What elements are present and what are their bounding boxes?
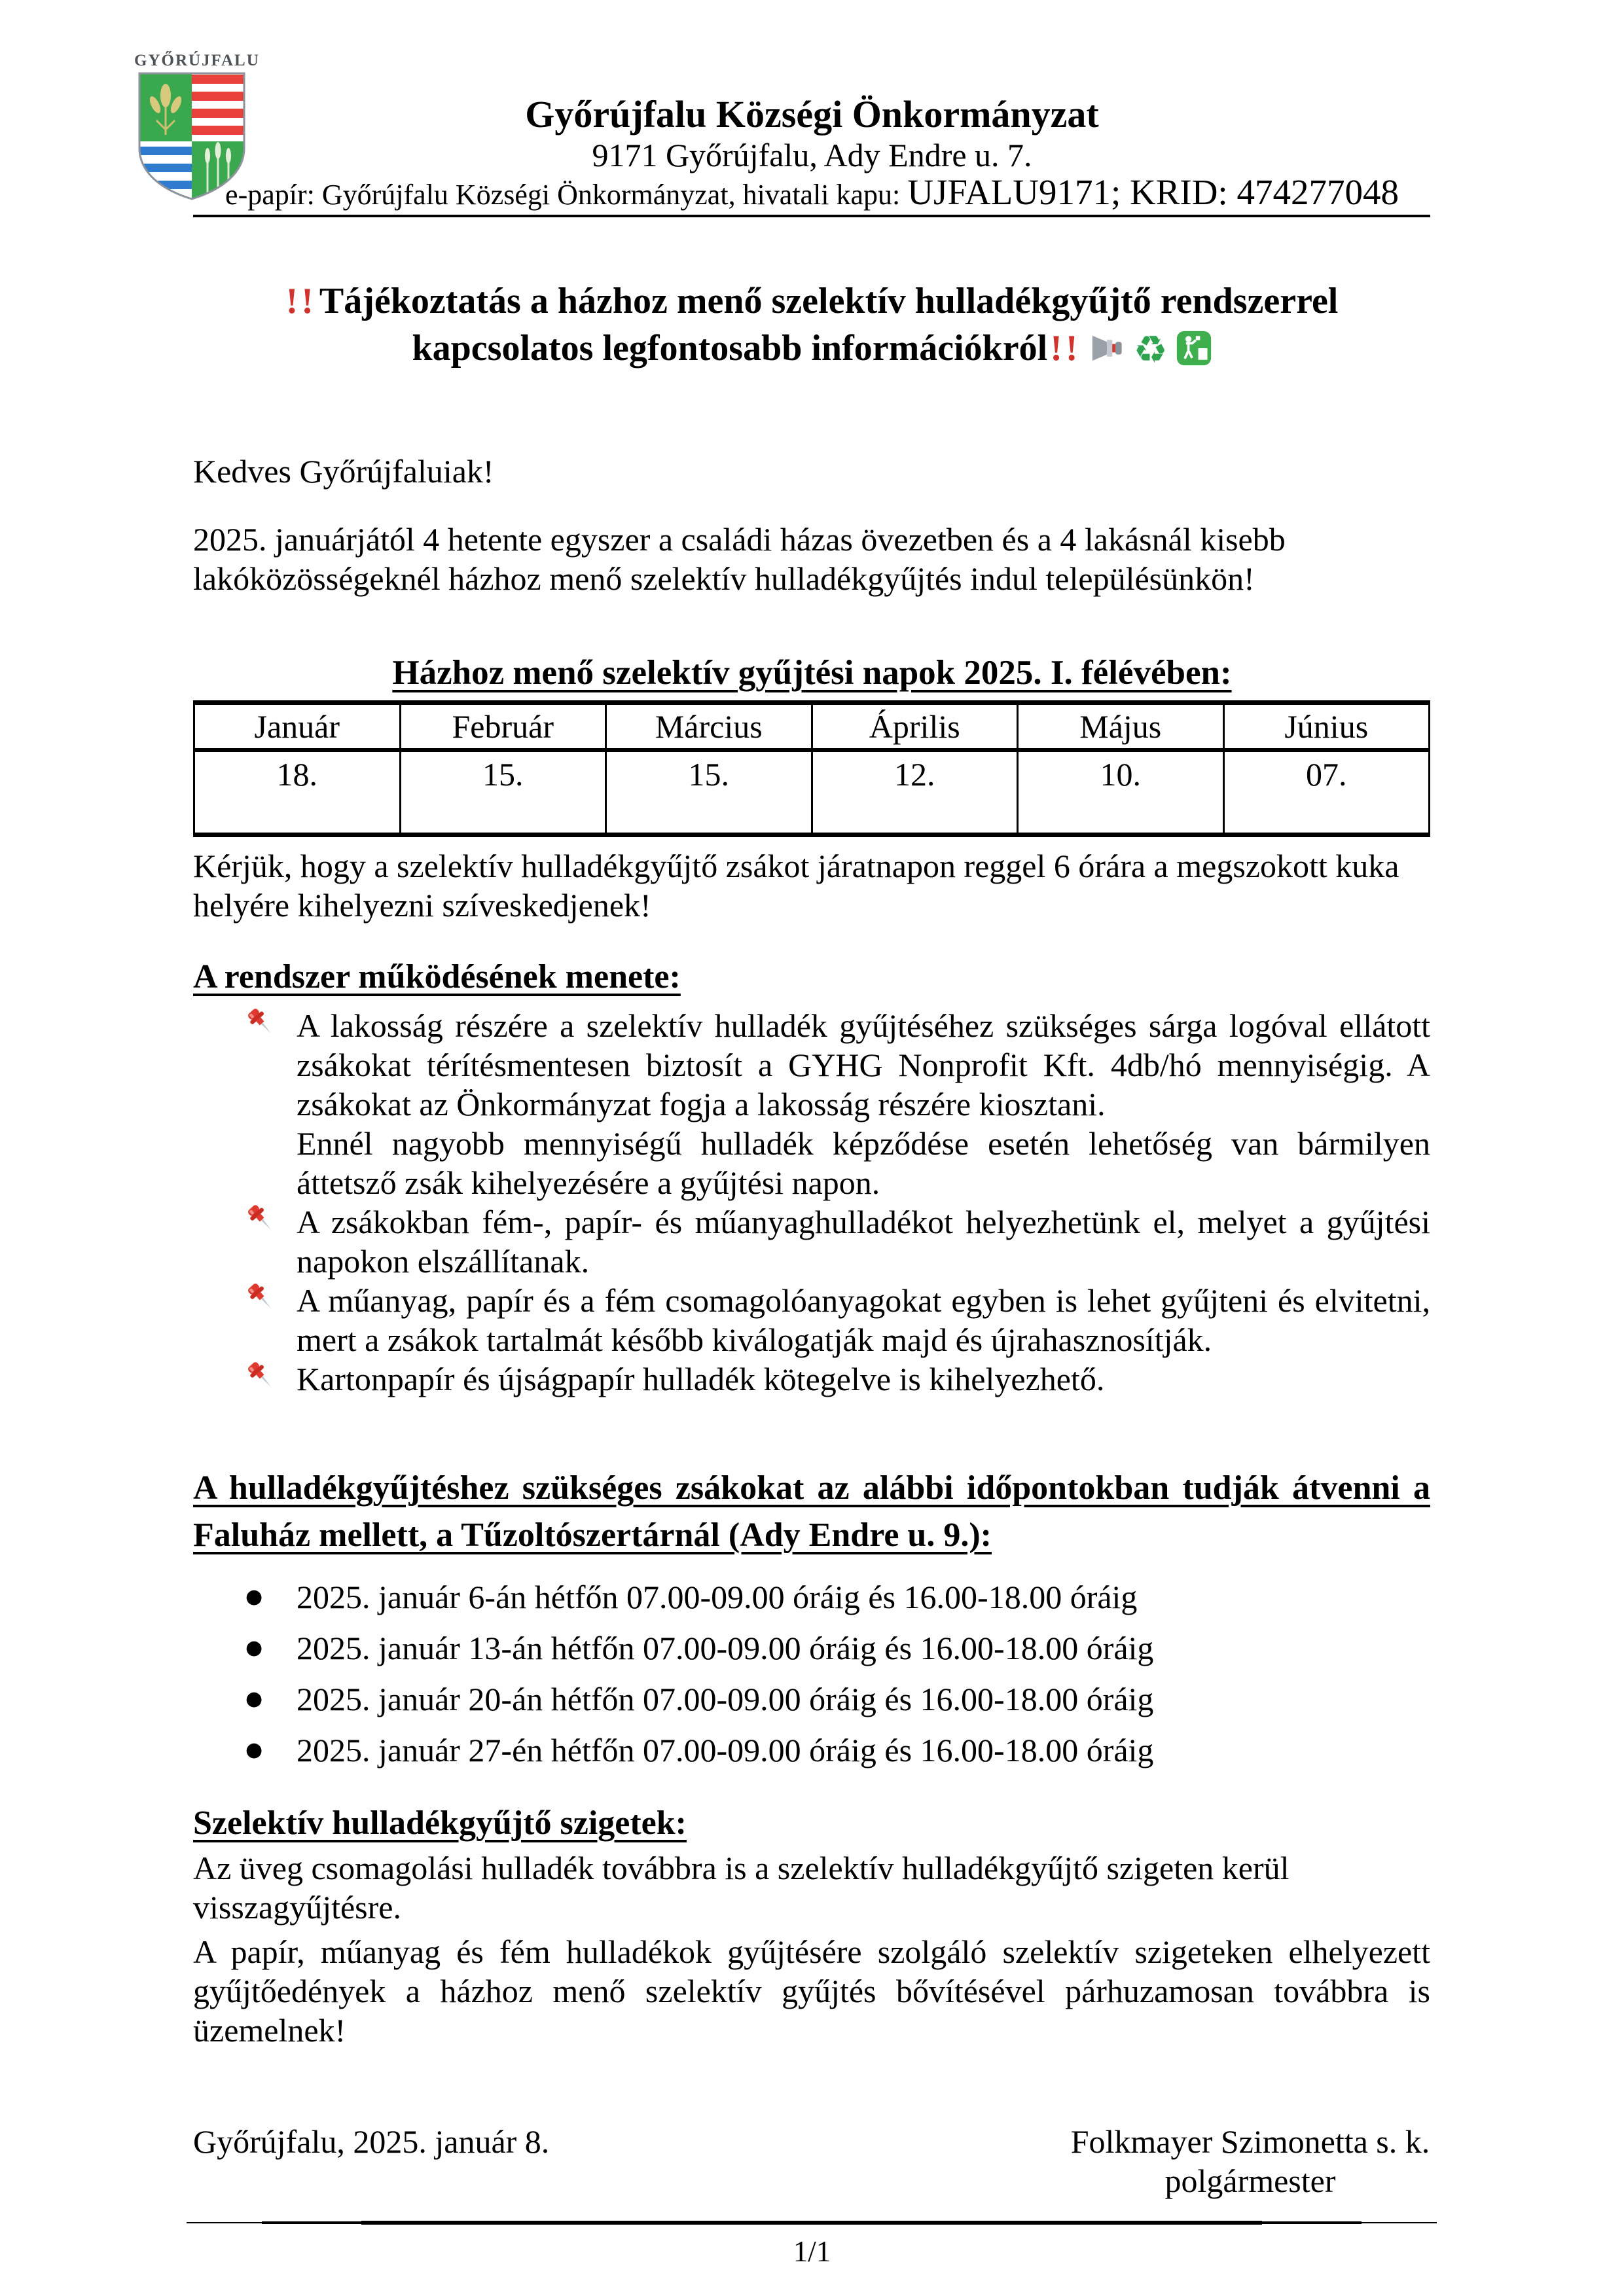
- list-item-text: 2025. január 13-án hétfőn 07.00-09.00 óráig és 16.00-18.00 óráig: [297, 1630, 1154, 1666]
- logo-text: GYŐRÚJFALU: [134, 52, 260, 69]
- islands-heading: Szelektív hulladékgyűjtő szigetek:: [193, 1804, 687, 1842]
- list-item-text: Kartonpapír és újságpapír hulladék kötegelve is kihelyezhető.: [297, 1361, 1105, 1397]
- month-cell: Május: [1018, 703, 1224, 751]
- pushpin-icon: [244, 1281, 297, 1359]
- list-item-text: A műanyag, papír és a fém csomagolóanyagokat egyben is lehet gyűjteni és elvitetni, mert a zsákok tartalmát később kiválogatják majd és újrahasznosítják.: [297, 1282, 1430, 1358]
- day-cell: 15.: [400, 750, 606, 835]
- litter-bin-icon: [1176, 330, 1212, 367]
- list-item: [193, 1628, 1430, 1668]
- document-title: [0, 278, 1624, 373]
- double-exclamation-icon: !!: [285, 281, 317, 321]
- coat-of-arms: [134, 51, 260, 213]
- list-item-text: 2025. január 20-án hétfőn 07.00-09.00 óráig és 16.00-18.00 óráig: [297, 1681, 1154, 1717]
- signature-row: [193, 2122, 1430, 2200]
- pushpin-icon: [244, 1359, 297, 1399]
- list-item-text: 2025. január 27-én hétfőn 07.00-09.00 óráig és 16.00-18.00 óráig: [297, 1732, 1154, 1768]
- recycle-icon: ♻: [1133, 327, 1168, 372]
- schedule-months-row: [194, 703, 1430, 751]
- greeting: Kedves Győrújfaluiak!: [193, 453, 494, 490]
- bullet-icon: ●: [245, 1687, 263, 1710]
- double-exclamation-icon: !!: [1050, 328, 1081, 368]
- month-cell: Február: [400, 703, 606, 751]
- schedule-heading: Házhoz menő szelektív gyűjtési napok 2025. I. félévében:: [392, 654, 1232, 692]
- list-item: [193, 1679, 1430, 1719]
- pushpin-icon: [244, 1202, 297, 1281]
- month-cell: Január: [194, 703, 401, 751]
- header-divider: [193, 215, 1430, 217]
- page-number: 1/1: [793, 2235, 831, 2268]
- title-line-1: [0, 278, 1624, 325]
- list-item: [193, 1006, 1430, 1202]
- intro-paragraph: 2025. januárjától 4 hetente egyszer a családi házas övezetben és a 4 lakásnál kisebb lakóközösségeknél házhoz menő szelektív hulladékgyűjtés indul településünkön!: [193, 521, 1286, 597]
- month-cell: Június: [1223, 703, 1430, 751]
- day-cell: 15.: [606, 750, 812, 835]
- signer-name: Folkmayer Szimonetta s. k.: [1070, 2123, 1430, 2160]
- list-item: [193, 1731, 1430, 1770]
- epaper-id: UJFALU9171; KRID: 474277048: [907, 172, 1399, 212]
- schedule-days-row: [194, 750, 1430, 835]
- bullet-icon: ●: [245, 1585, 263, 1608]
- system-list: [193, 1006, 1430, 1399]
- org-name: Győrújfalu Községi Önkormányzat: [525, 93, 1099, 135]
- pickup-times-list: [0, 1577, 1624, 1770]
- list-item-text: A zsákokban fém-, papír- és műanyaghulladékot helyezhetünk el, melyet a gyűjtési napokon elszállítanak.: [297, 1204, 1430, 1280]
- day-cell: 18.: [194, 750, 401, 835]
- bullet-icon: ●: [245, 1738, 263, 1761]
- day-cell: 10.: [1018, 750, 1224, 835]
- day-cell: 12.: [812, 750, 1018, 835]
- list-item: [193, 1359, 1430, 1399]
- month-cell: Március: [606, 703, 812, 751]
- list-item: [193, 1202, 1430, 1281]
- request-paragraph: Kérjük, hogy a szelektív hulladékgyűjtő zsákot járatnapon reggel 6 órára a megszokott kuka helyére kihelyezni szíveskedjenek!: [193, 848, 1399, 924]
- list-item: [193, 1281, 1430, 1359]
- system-heading: A rendszer működésének menete:: [193, 958, 681, 996]
- org-address: 9171 Győrújfalu, Ady Endre u. 7.: [592, 137, 1032, 173]
- islands-paragraph-2: A papír, műanyag és fém hulladékok gyűjtésére szolgáló szelektív szigeteken elhelyezett gyűjtőedények a házhoz menő szelektív gyűjtés bővítésével párhuzamosan továbbra is üzemelnek!: [193, 1933, 1430, 2049]
- signature-block: [1070, 2122, 1430, 2200]
- list-item: [193, 1577, 1430, 1617]
- islands-paragraph-1: Az üveg csomagolási hulladék továbbra is a szelektív hulladékgyűjtő szigeten kerül visszagyűjtésre.: [193, 1850, 1290, 1926]
- title-emoji-row: [1081, 327, 1212, 372]
- footer-divider: [187, 2220, 1437, 2225]
- megaphone-icon: [1089, 330, 1126, 367]
- title-text-1: Tájékoztatás a házhoz menő szelektív hulladékgyűjtő rendszerrel: [319, 281, 1339, 321]
- title-text-2: kapcsolatos legfontosabb információkról: [412, 328, 1048, 368]
- list-item-text: A lakosság részére a szelektív hulladék gyűjtéséhez szükséges sárga logóval ellátott zsákokat térítésmentesen biztosít a GYHG Nonprofit Kft. 4db/hó mennyiségig. A zsákokat az Önkormányzat fogja a lakosság részére kiosztani. Ennél nagyobb mennyiségű hulladék képződése esetén lehetőség van bármilyen áttetsző zsák kihelyezésére a gyűjtési napon.: [297, 1007, 1430, 1201]
- signer-title: polgármester: [1164, 2162, 1336, 2199]
- bullet-icon: ●: [245, 1636, 263, 1659]
- schedule-table: [193, 700, 1430, 837]
- coat-of-arms-shield-icon: [135, 71, 248, 204]
- pushpin-icon: [244, 1006, 297, 1202]
- epaper-prefix: e-papír: Győrújfalu Községi Önkormányzat, hivatali kapu:: [225, 179, 908, 211]
- day-cell: 07.: [1223, 750, 1430, 835]
- month-cell: Április: [812, 703, 1018, 751]
- list-item-text: 2025. január 6-án hétfőn 07.00-09.00 óráig és 16.00-18.00 óráig: [297, 1579, 1138, 1615]
- place-date: Győrújfalu, 2025. január 8.: [193, 2123, 550, 2160]
- pickup-heading: A hulladékgyűjtéshez szükséges zsákokat az alábbi időpontokban tudják átvenni a Faluház mellett, a Tűzoltószertárnál (Ady Endre u. 9.):: [193, 1469, 1430, 1554]
- title-line-2: [0, 325, 1624, 373]
